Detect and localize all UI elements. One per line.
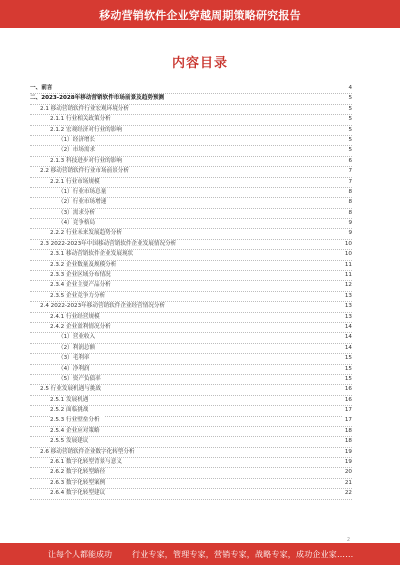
toc-entry-page: 18 (343, 437, 352, 446)
toc-entry-label: 2.4.2 企业盈利情况分析 (50, 323, 115, 332)
toc-entry-page: 17 (343, 406, 352, 415)
toc-entry-label: 2.1.3 科技进步对行业的影响 (50, 157, 126, 166)
footer-bar (0, 543, 400, 565)
toc-entry[interactable] (30, 292, 352, 302)
toc-entry[interactable] (30, 458, 352, 468)
toc-entry[interactable] (30, 448, 352, 458)
toc-entry[interactable] (30, 479, 352, 489)
toc-entry[interactable] (30, 94, 352, 104)
toc-entry-label: （5）资产负债率 (58, 375, 105, 384)
toc-entry-label: 2.2 移动营销软件行业市场前景分析 (40, 167, 133, 176)
toc-entry[interactable] (30, 313, 352, 323)
toc-entry[interactable] (30, 281, 352, 291)
toc-entry[interactable] (30, 489, 352, 499)
toc-entry[interactable] (30, 417, 352, 427)
toc-entry-label: 2.6.3 数字化转型案例 (50, 479, 109, 488)
toc-entry-page: 19 (343, 458, 352, 467)
toc-entry[interactable] (30, 250, 352, 260)
toc-entry[interactable] (30, 427, 352, 437)
toc-entry-page: 5 (346, 115, 352, 124)
toc-entry-label: 2.5.2 面临挑战 (50, 406, 92, 415)
toc-entry[interactable] (30, 333, 352, 343)
toc-entry-label: （4）净利润 (58, 365, 94, 374)
toc-entry-page: 7 (346, 178, 352, 187)
toc-entry-label: 2.3.4 企业主要产品分析 (50, 281, 115, 290)
toc-entry-label: 2.6.1 数字化转型背景与意义 (50, 458, 126, 467)
toc-entry-label: （1）行业市场总量 (58, 188, 110, 197)
toc-entry-label: 2.1.2 宏观经济对行业的影响 (50, 126, 126, 135)
header-bar (0, 0, 400, 28)
toc-entry-page: 10 (343, 240, 352, 249)
toc-entry-page: 14 (343, 333, 352, 342)
toc-entry[interactable] (30, 375, 352, 385)
toc-entry-page: 11 (343, 261, 352, 270)
toc-entry-label: 2.6.2 数字化转型路径 (50, 468, 109, 477)
toc-entry-page: 15 (343, 375, 352, 384)
page-number: 2 (346, 537, 350, 543)
toc-entry-page: 5 (346, 136, 352, 145)
toc-entry-page: 13 (343, 313, 352, 322)
toc-entry-page: 18 (343, 427, 352, 436)
toc-entry-page: 5 (346, 105, 352, 114)
toc-entry-page: 8 (346, 188, 352, 197)
toc-entry-page: 6 (346, 157, 352, 166)
toc-entry[interactable] (30, 468, 352, 478)
toc-entry-page: 12 (343, 281, 352, 290)
toc-entry-label: （1）经济增长 (58, 136, 99, 145)
toc-entry-label: 2.5.1 发展机遇 (50, 396, 92, 405)
toc-entry-label: 2.3.2 企业数量及规模分析 (50, 261, 120, 270)
toc-entry[interactable] (30, 126, 352, 136)
toc-entry-label: 2.3.1 移动营销软件企业发展现状 (50, 250, 137, 259)
toc-entry-page: 7 (346, 167, 352, 176)
toc-entry-page: 19 (343, 448, 352, 457)
toc-entry-page: 11 (343, 271, 352, 280)
toc-entry-page: 22 (343, 489, 352, 498)
toc-entry[interactable] (30, 302, 352, 312)
toc-entry-label: （2）市场需求 (58, 146, 99, 155)
toc-entry-page: 9 (346, 229, 352, 238)
toc-entry[interactable] (30, 385, 352, 395)
toc-entry-page: 14 (343, 323, 352, 332)
toc-entry[interactable] (30, 146, 352, 156)
toc-entry[interactable] (30, 157, 352, 167)
header-title: 移动营销软件企业穿越周期策略研究报告 (99, 9, 301, 22)
toc-entry-label: 二、2023-2028年移动营销软件市场前景及趋势预测 (30, 94, 168, 103)
toc-entry-page: 4 (346, 84, 352, 93)
toc-entry-label: 2.5.3 行业壁垒分析 (50, 416, 104, 425)
toc-entry-label: 2.3 2022-2023年中国移动营销软件企业发展情况分析 (40, 240, 180, 249)
toc-entry-label: 2.1.1 行业相关政策分析 (50, 115, 115, 124)
toc-entry-label: （2）利润总额 (58, 344, 99, 353)
toc-entry-page: 13 (343, 292, 352, 301)
toc-entry[interactable] (30, 84, 352, 94)
toc-entry[interactable] (30, 344, 352, 354)
toc-entry-label: 2.6.4 数字化转型建议 (50, 489, 109, 498)
toc-entry-page: 13 (343, 302, 352, 311)
toc-entry-label: 一、前言 (30, 84, 56, 93)
toc-entry[interactable] (30, 396, 352, 406)
toc-entry-page: 14 (343, 344, 352, 353)
toc-entry-page: 5 (346, 94, 352, 103)
toc-entry-page: 9 (346, 219, 352, 228)
toc-entry-label: 2.5 行业发展机遇与挑战 (40, 385, 105, 394)
toc-entry-page: 15 (343, 365, 352, 374)
toc-entry[interactable] (30, 219, 352, 229)
toc-entry[interactable] (30, 229, 352, 239)
toc-entry[interactable] (30, 115, 352, 125)
footer-left-text: 让每个人都能成功 (48, 550, 112, 559)
toc-entry-label: （4）竞争格局 (58, 219, 99, 228)
toc-entry[interactable] (30, 406, 352, 416)
toc-entry-label: 2.4 2022-2023年移动营销软件企业经营情况分析 (40, 302, 169, 311)
toc-entry[interactable] (30, 209, 352, 219)
toc-entry-page: 20 (343, 468, 352, 477)
toc-entry-page: 16 (343, 396, 352, 405)
toc-entry-label: 2.5.5 发展建议 (50, 437, 92, 446)
table-of-contents (30, 84, 352, 500)
toc-entry-page: 16 (343, 385, 352, 394)
toc-entry-page: 21 (343, 479, 352, 488)
toc-entry-page: 5 (346, 146, 352, 155)
toc-entry-label: 2.3.3 企业区域分布情况 (50, 271, 115, 280)
toc-entry-page: 8 (346, 198, 352, 207)
toc-entry-label: （3）需求分析 (58, 209, 99, 218)
toc-entry-label: （2）行业市场增速 (58, 198, 110, 207)
toc-entry-label: 2.3.5 企业竞争力分析 (50, 292, 109, 301)
toc-entry[interactable] (30, 240, 352, 250)
toc-entry-label: 2.4.1 行业经营规模 (50, 313, 104, 322)
toc-entry-page: 5 (346, 126, 352, 135)
toc-entry[interactable] (30, 261, 352, 271)
toc-entry-page: 8 (346, 209, 352, 218)
toc-entry-page: 17 (343, 416, 352, 425)
toc-title: 内容目录 (171, 56, 228, 71)
toc-entry-page: 10 (343, 250, 352, 259)
toc-entry[interactable] (30, 271, 352, 281)
toc-entry[interactable] (30, 167, 352, 177)
toc-entry-page: 15 (343, 354, 352, 363)
toc-entry-label: 2.2.2 行业未来发展趋势分析 (50, 229, 126, 238)
toc-entry-label: 2.2.1 行业市场规模 (50, 178, 104, 187)
toc-entry[interactable] (30, 198, 352, 208)
toc-entry-label: 2.5.4 企业应对策略 (50, 427, 104, 436)
toc-entry[interactable] (30, 354, 352, 364)
toc-entry[interactable] (30, 188, 352, 198)
footer-right-text: 行业专家，管理专家，营销专家，战略专家，成功企业家…… (132, 550, 354, 559)
toc-entry[interactable] (30, 323, 352, 333)
toc-entry-label: （1）营业收入 (58, 333, 99, 342)
toc-entry-label: （3）毛利率 (58, 354, 94, 363)
toc-entry[interactable] (30, 178, 352, 188)
toc-entry[interactable] (30, 105, 352, 115)
toc-entry-label: 2.6 移动营销软件企业数字化转型分析 (40, 448, 139, 457)
toc-entry[interactable] (30, 437, 352, 447)
toc-entry[interactable] (30, 136, 352, 146)
toc-entry[interactable] (30, 365, 352, 375)
toc-entry-label: 2.1 移动营销软件行业宏观环境分析 (40, 105, 133, 114)
